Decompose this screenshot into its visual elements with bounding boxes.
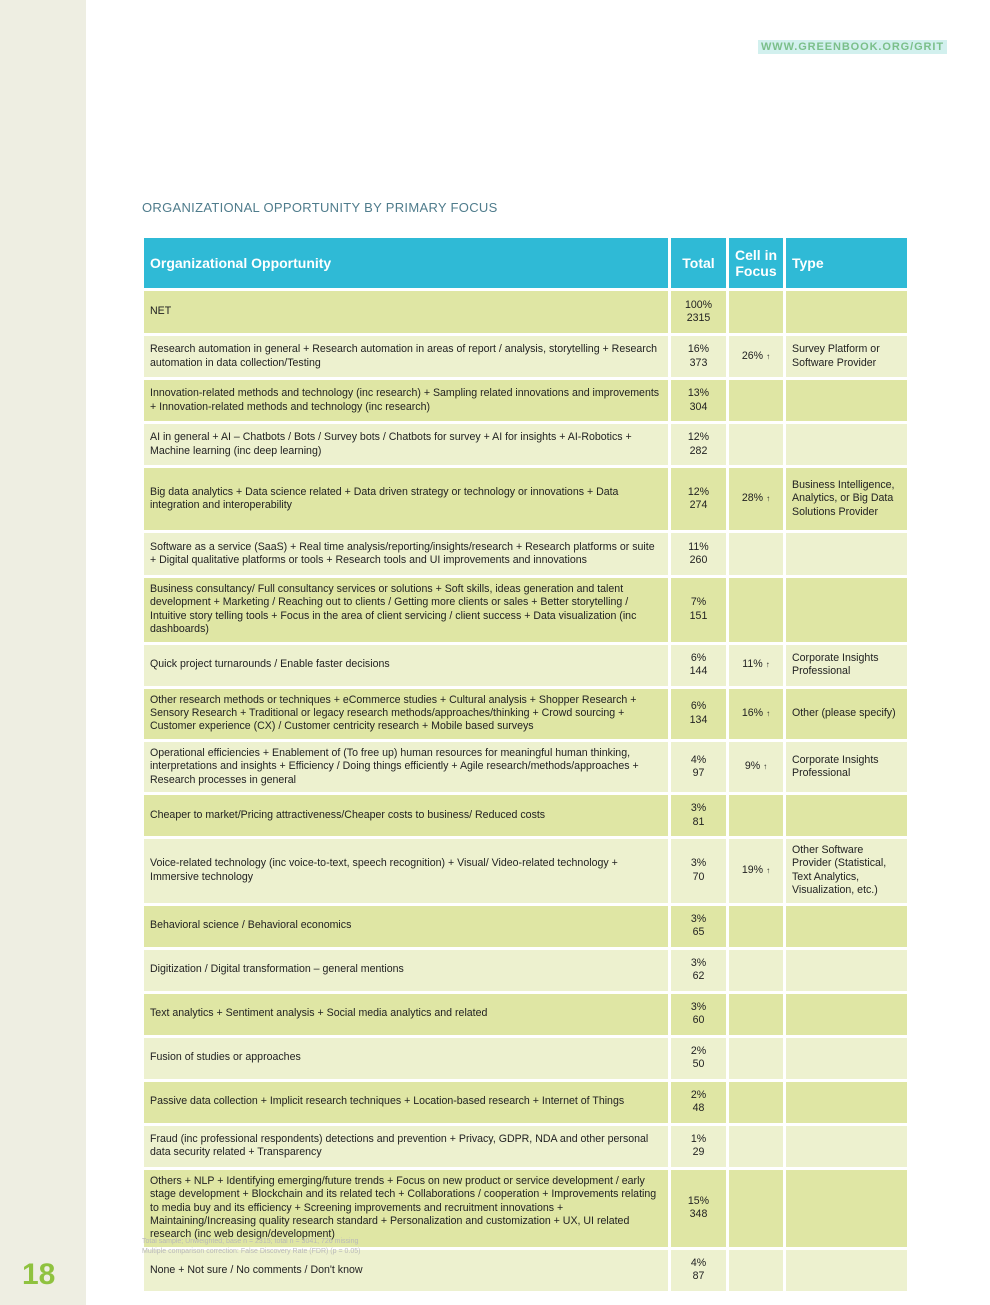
total-percent: 12% <box>687 431 710 444</box>
section-title: ORGANIZATIONAL OPPORTUNITY BY PRIMARY FOCUS <box>142 200 498 215</box>
table-row <box>144 1170 907 1247</box>
header-cell-in-focus: Cell in Focus <box>729 238 783 288</box>
header-opportunity: Organizational Opportunity <box>144 238 668 288</box>
total-count: 282 <box>689 444 708 457</box>
total-percent: 7% <box>690 596 707 609</box>
total-percent: 100% <box>684 298 713 311</box>
header-total: Total <box>671 238 726 288</box>
total-percent: 4% <box>690 1256 707 1269</box>
cell-in-focus-cell <box>729 994 783 1035</box>
table-row <box>144 578 907 642</box>
table-row <box>144 795 907 836</box>
cell-in-focus-cell <box>729 742 783 792</box>
total-percent: 2% <box>690 1088 707 1101</box>
total-cell <box>671 468 726 530</box>
cell-in-focus-cell <box>729 424 783 465</box>
total-percent: 3% <box>690 802 707 815</box>
cell-in-focus-cell <box>729 645 783 686</box>
type-cell <box>786 533 907 575</box>
opportunity-cell: Fusion of studies or approaches <box>144 1038 668 1079</box>
opportunity-cell: Others + NLP + Identifying emerging/future trends + Focus on new product or service development / early stage development + Blockchain and its related tech + Collaborations / cooperation + Improvements relating to media buy and its efficiency + Screening improvements and recruitment innovations + Maintaining/Increasing quality research standard + Personalization and customization + UX, UI related research (inc web design/development) <box>144 1170 668 1247</box>
type-cell <box>786 424 907 465</box>
cell-in-focus-cell <box>729 578 783 642</box>
table-row <box>144 291 907 333</box>
total-cell <box>671 380 726 421</box>
header-type: Type <box>786 238 907 288</box>
total-percent: 6% <box>690 651 707 664</box>
opportunity-cell: Text analytics + Sentiment analysis + Social media analytics and related <box>144 994 668 1035</box>
opportunity-cell: Research automation in general + Research automation in areas of report / analysis, storytelling + Research automation in data collection/Testing <box>144 336 668 377</box>
type-cell: Corporate Insights Professional <box>786 742 907 792</box>
opportunity-table <box>141 235 910 1294</box>
total-percent: 3% <box>690 912 707 925</box>
cell-in-focus-cell <box>729 291 783 333</box>
total-count: 373 <box>689 356 708 369</box>
type-cell <box>786 950 907 991</box>
total-cell <box>671 1250 726 1291</box>
type-cell <box>786 906 907 947</box>
table-row <box>144 533 907 575</box>
total-count: 62 <box>692 970 705 983</box>
total-count: 50 <box>692 1058 705 1071</box>
table-row <box>144 742 907 792</box>
side-strip <box>0 0 86 1305</box>
opportunity-cell: None + Not sure / No comments / Don't know <box>144 1250 668 1291</box>
total-cell <box>671 839 726 903</box>
total-cell <box>671 533 726 575</box>
footnote-line-1: Total sample; Unweighted; base n = 2315; total n = 3041; 726 missing <box>142 1238 359 1245</box>
table-row <box>144 839 907 903</box>
opportunity-cell: NET <box>144 291 668 333</box>
type-cell <box>786 1126 907 1167</box>
total-percent: 6% <box>690 700 707 713</box>
total-percent: 16% <box>687 343 710 356</box>
type-cell <box>786 578 907 642</box>
focus-value: 9% <box>744 760 761 773</box>
type-cell <box>786 1082 907 1123</box>
opportunity-cell: Business consultancy/ Full consultancy services or solutions + Soft skills, ideas generation and talent development + Marketing / Reaching out to clients / Getting more clients or sales + Better storytelling / Intuitive story telling tools + Focus in the area of client servicing / client success + Data visualization (inc dashboards) <box>144 578 668 642</box>
table-row <box>144 950 907 991</box>
total-count: 97 <box>692 766 705 779</box>
cell-in-focus-cell <box>729 1082 783 1123</box>
type-cell <box>786 1250 907 1291</box>
table-row <box>144 994 907 1035</box>
total-percent: 3% <box>690 956 707 969</box>
total-count: 65 <box>692 926 705 939</box>
type-cell: Corporate Insights Professional <box>786 645 907 686</box>
table-row <box>144 1126 907 1167</box>
type-cell <box>786 795 907 836</box>
opportunity-cell: Operational efficiencies + Enablement of (To free up) human resources for meaningful human thinking, interpretations and insights + Efficiency / Doing things efficiently + Agile research/methods/approaches + Research processes in general <box>144 742 668 792</box>
focus-value: 26% <box>741 349 764 362</box>
type-cell: Other (please specify) <box>786 689 907 739</box>
total-percent: 2% <box>690 1044 707 1057</box>
arrow-up-icon: ↑ <box>765 660 770 670</box>
type-cell <box>786 994 907 1035</box>
total-count: 87 <box>692 1270 705 1283</box>
opportunity-cell: Digitization / Digital transformation – general mentions <box>144 950 668 991</box>
type-cell: Survey Platform or Software Provider <box>786 336 907 377</box>
total-count: 274 <box>689 499 708 511</box>
table-row <box>144 906 907 947</box>
arrow-up-icon: ↑ <box>766 351 771 361</box>
total-percent: 15% <box>687 1194 710 1207</box>
cell-in-focus-cell <box>729 1250 783 1291</box>
opportunity-cell: Behavioral science / Behavioral economics <box>144 906 668 947</box>
type-cell <box>786 1170 907 1247</box>
opportunity-cell: Fraud (inc professional respondents) detections and prevention + Privacy, GDPR, NDA and other personal data security related + Transparency <box>144 1126 668 1167</box>
total-cell <box>671 1038 726 1079</box>
cell-in-focus-cell <box>729 533 783 575</box>
total-count: 29 <box>692 1146 705 1159</box>
total-cell <box>671 994 726 1035</box>
total-cell <box>671 645 726 686</box>
opportunity-cell: Innovation-related methods and technology (inc research) + Sampling related innovations and improvements + Innovation-related methods and technology (inc research) <box>144 380 668 421</box>
total-cell <box>671 1082 726 1123</box>
total-cell <box>671 578 726 642</box>
total-cell <box>671 950 726 991</box>
total-percent: 3% <box>690 857 707 870</box>
cell-in-focus-cell <box>729 1126 783 1167</box>
type-cell <box>786 1038 907 1079</box>
table-row <box>144 336 907 377</box>
table-row <box>144 689 907 739</box>
cell-in-focus-cell <box>729 795 783 836</box>
total-count: 48 <box>692 1102 705 1115</box>
table-row <box>144 1038 907 1079</box>
table-row <box>144 424 907 465</box>
focus-value: 28% <box>741 492 764 505</box>
focus-value: 19% <box>741 864 764 877</box>
total-percent: 4% <box>690 753 707 766</box>
total-cell <box>671 906 726 947</box>
total-count: 348 <box>689 1208 708 1221</box>
opportunity-cell: Quick project turnarounds / Enable faster decisions <box>144 645 668 686</box>
cell-in-focus-cell <box>729 906 783 947</box>
table-row <box>144 1082 907 1123</box>
footnote-line-2: Multiple comparison correction: False Discovery Rate (FDR) (p = 0.05) <box>142 1248 361 1255</box>
opportunity-cell: Cheaper to market/Pricing attractiveness/Cheaper costs to business/ Reduced costs <box>144 795 668 836</box>
opportunity-cell: Passive data collection + Implicit research techniques + Location-based research + Internet of Things <box>144 1082 668 1123</box>
total-count: 81 <box>692 815 705 828</box>
total-percent: 3% <box>690 1000 707 1013</box>
cell-in-focus-cell <box>729 336 783 377</box>
cell-in-focus-cell <box>729 1038 783 1079</box>
total-count: 151 <box>689 609 708 622</box>
opportunity-cell: Voice-related technology (inc voice-to-text, speech recognition) + Visual/ Video-related technology + Immersive technology <box>144 839 668 903</box>
arrow-up-icon: ↑ <box>763 762 768 772</box>
arrow-up-icon: ↑ <box>766 709 771 719</box>
total-cell <box>671 336 726 377</box>
table-row <box>144 468 907 530</box>
total-cell <box>671 1170 726 1247</box>
total-count: 260 <box>689 554 708 566</box>
opportunity-cell: Other research methods or techniques + eCommerce studies + Cultural analysis + Shopper Research + Sensory Research + Traditional or legacy research methods/approaches/thinking + Crowd sourcing + Customer experience (CX) / Customer centricity research + Mobile based surveys <box>144 689 668 739</box>
total-count: 134 <box>689 713 708 726</box>
total-count: 70 <box>692 870 705 883</box>
type-cell: Business Intelligence, Analytics, or Big Data Solutions Provider <box>786 468 907 530</box>
cell-in-focus-cell <box>729 839 783 903</box>
total-cell <box>671 795 726 836</box>
total-cell <box>671 742 726 792</box>
total-count: 60 <box>692 1014 705 1027</box>
cell-in-focus-cell <box>729 380 783 421</box>
cell-in-focus-cell <box>729 1170 783 1247</box>
total-count: 2315 <box>686 312 711 324</box>
total-count: 144 <box>689 665 708 678</box>
type-cell <box>786 291 907 333</box>
type-cell: Other Software Provider (Statistical, Text Analytics, Visualization, etc.) <box>786 839 907 903</box>
table-row <box>144 645 907 686</box>
focus-value: 11% <box>742 658 763 671</box>
footnote <box>142 1237 360 1257</box>
total-count: 304 <box>689 400 708 413</box>
total-cell <box>671 689 726 739</box>
total-cell <box>671 1126 726 1167</box>
focus-value: 16% <box>741 707 764 720</box>
total-cell <box>671 291 726 333</box>
site-url-link[interactable]: WWW.GREENBOOK.ORG/GRIT <box>758 40 947 54</box>
arrow-up-icon: ↑ <box>766 494 771 504</box>
total-cell <box>671 424 726 465</box>
table-row <box>144 380 907 421</box>
cell-in-focus-cell <box>729 689 783 739</box>
page-number: 18 <box>22 1258 56 1291</box>
arrow-up-icon: ↑ <box>766 866 771 876</box>
cell-in-focus-cell <box>729 468 783 530</box>
opportunity-cell: Big data analytics + Data science related + Data driven strategy or technology or innovations + Data integration and interoperability <box>144 468 668 530</box>
total-percent: 12% <box>687 485 710 498</box>
type-cell <box>786 380 907 421</box>
total-percent: 11% <box>688 540 709 553</box>
opportunity-cell: Software as a service (SaaS) + Real time analysis/reporting/insights/research + Research platforms or suite + Digital qualitative platforms or tools + Research tools and UI improvements and innovations <box>144 533 668 575</box>
total-percent: 1% <box>690 1132 707 1145</box>
table-header-row <box>144 238 907 288</box>
total-percent: 13% <box>687 387 710 400</box>
opportunity-cell: AI in general + AI – Chatbots / Bots / Survey bots / Chatbots for survey + AI for insights + AI-Robotics + Machine learning (inc deep learning) <box>144 424 668 465</box>
cell-in-focus-cell <box>729 950 783 991</box>
